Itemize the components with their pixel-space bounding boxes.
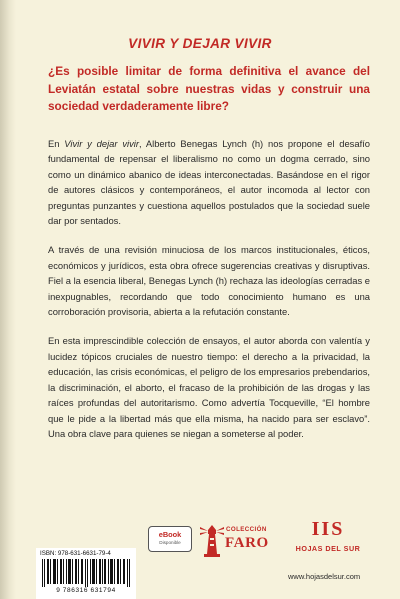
collection-logo xyxy=(200,522,270,562)
synopsis-paragraph-3: En esta imprescindible colección de ensayos, el autor aborda con valentía y lucidez tópicos cruciales de nuestro tiempo: el derecho a la privacidad, la educación, las crisis económicas, el peligro de los empresarios prebendarios, la discriminación, el aborto, el fracaso de la prohibición de las drogas y las raíces profundas del autoritarismo. Como advertía Tocqueville, “El hombre que le pide a la libertad más que ella misma, ha nacido para ser esclavo”. Una obra clave para quienes se niegan a someterse al poder. xyxy=(48,335,370,439)
synopsis-paragraph-2: A través de una revisión minuciosa de los marcos institucionales, éticos, económicos y jurídicos, esta obra ofrece sugerencias creativas y disruptivas. Fiel a la esencia liberal, Benegas Lynch (h) rechaza las ideologías cerradas e inexpugnables, recordando que todo conocimiento humano es una corroboración provisoria, abierta a la refutación constante. xyxy=(48,244,370,318)
barcode-icon xyxy=(42,559,130,587)
paragraph-1-rest: , Alberto Benegas Lynch (h) nos propone el desafío fundamental de repensar el liberalismo no como un dogma cerrado, sino como un dinámico abanico de ideas interconectadas. Basándose en el rigor de autores clásicos y contemporáneos, el autor incomoda al lector con preguntas punzantes y cuestiona aquellos postulados que la sociedad suele dar por sentados. xyxy=(48,138,370,227)
publisher-mark: IIS xyxy=(311,518,345,540)
isbn-text: ISBN: 978-631-6631-79-4 xyxy=(40,550,111,557)
publisher-logo xyxy=(278,518,378,568)
synopsis-paragraph-1 xyxy=(48,136,370,228)
synopsis xyxy=(48,136,370,455)
collection-name: FARO xyxy=(225,535,269,551)
barcode-block xyxy=(36,548,136,599)
paragraph-1-prefix: En xyxy=(48,138,65,149)
paragraph-1-book-title: Vivir y dejar vivir xyxy=(64,138,139,149)
ebook-sublabel: Disponible xyxy=(159,540,181,545)
publisher-name: HOJAS DEL SUR xyxy=(295,544,361,553)
ebook-label: eBook xyxy=(158,530,182,539)
spine-shadow xyxy=(0,0,16,599)
lighthouse-icon xyxy=(200,524,224,558)
lead-question: ¿Es posible limitar de forma definitiva el avance del Leviatán estatal sobre nuestras vidas y construir una sociedad verdaderamente libre? xyxy=(48,64,370,113)
barcode-number: 9 786316 631794 xyxy=(56,587,116,594)
ebook-badge xyxy=(148,526,192,552)
book-title: VIVIR Y DEJAR VIVIR xyxy=(128,36,272,51)
collection-label: COLECCIÓN xyxy=(226,526,267,533)
publisher-website: www.hojasdelsur.com xyxy=(288,572,361,581)
